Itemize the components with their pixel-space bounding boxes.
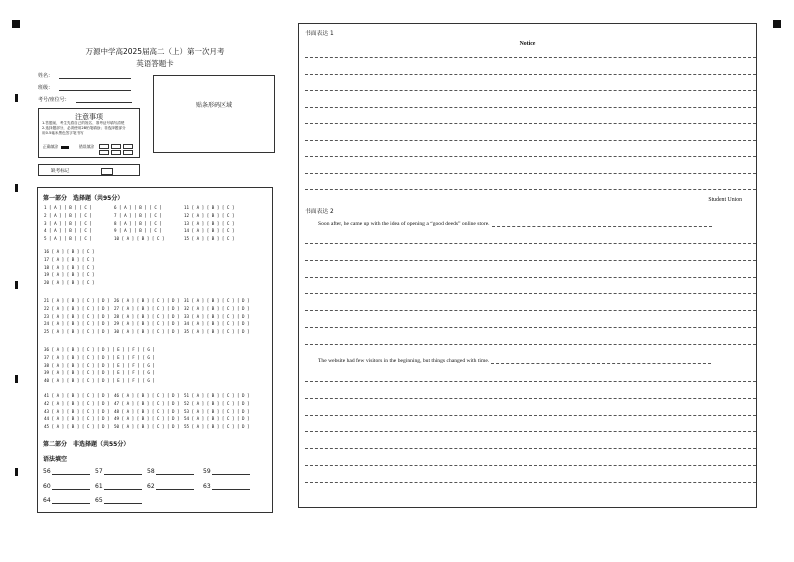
writing-line[interactable]	[305, 173, 756, 174]
blank-59[interactable]	[203, 468, 250, 475]
writing-line[interactable]	[305, 431, 756, 432]
question-row-44[interactable]: 44 [ A ] [ B ] [ C ] [ D ]	[44, 416, 110, 422]
blank-58[interactable]	[147, 468, 194, 475]
blank-61[interactable]	[95, 483, 142, 490]
blank-line[interactable]	[104, 483, 142, 490]
edge-mark	[15, 94, 18, 102]
question-row-48[interactable]: 48 [ A ] [ B ] [ C ] [ D ]	[114, 408, 180, 414]
edge-mark	[15, 468, 18, 476]
writing-line[interactable]	[305, 57, 756, 58]
question-row-42[interactable]: 42 [ A ] [ B ] [ C ] [ D ]	[44, 400, 110, 406]
fill-wrong-sample	[111, 150, 121, 155]
fill-wrong-label: 错误填涂	[79, 144, 95, 149]
fill-wrong-sample	[99, 144, 109, 149]
barcode-area	[153, 75, 275, 153]
blank-65[interactable]	[95, 497, 142, 504]
question-row-46[interactable]: 46 [ A ] [ B ] [ C ] [ D ]	[114, 393, 180, 398]
blank-line[interactable]	[52, 483, 90, 490]
question-row-18[interactable]: 18 [ A ] [ B ] [ C ]	[44, 264, 95, 270]
question-row-6[interactable]: 6 [ A ] [ B ] [ C ]	[114, 205, 162, 210]
question-row-43[interactable]: 43 [ A ] [ B ] [ C ] [ D ]	[44, 408, 110, 414]
notice-box	[38, 108, 140, 158]
fill-wrong-sample	[111, 144, 121, 149]
prompt-1-text: Soon after, he came up with the idea of opening a “good deeds” online store.	[318, 221, 490, 227]
question-row-23[interactable]: 23 [ A ] [ B ] [ C ] [ D ]	[44, 313, 110, 319]
question-row-1[interactable]: 1 [ A ] [ B ] [ C ]	[44, 205, 92, 210]
question-row-3[interactable]: 3 [ A ] [ B ] [ C ]	[44, 220, 92, 226]
fill-wrong-sample	[123, 150, 133, 155]
question-row-17[interactable]: 17 [ A ] [ B ] [ C ]	[44, 256, 95, 262]
blank-number: 62	[147, 483, 155, 490]
edge-mark	[15, 281, 18, 289]
seat-label: 考号/座位号：	[38, 97, 70, 103]
writing-section	[298, 23, 757, 508]
blank-line[interactable]	[52, 497, 90, 504]
blank-number: 64	[43, 497, 51, 504]
task1-label: 书面表达 1	[305, 31, 334, 37]
writing-line[interactable]	[305, 156, 756, 157]
grammar-fill-title: 语法填空	[43, 456, 68, 463]
writing-line[interactable]	[305, 310, 756, 311]
blank-line[interactable]	[212, 468, 250, 475]
blank-line[interactable]	[52, 468, 90, 475]
blank-number: 61	[95, 483, 103, 490]
question-row-7[interactable]: 7 [ A ] [ B ] [ C ]	[114, 212, 162, 218]
writing-line[interactable]	[305, 260, 756, 261]
corner-mark-top-right	[773, 20, 781, 28]
blank-63[interactable]	[203, 483, 250, 490]
question-row-28[interactable]: 28 [ A ] [ B ] [ C ] [ D ]	[114, 313, 180, 319]
question-row-16[interactable]: 16 [ A ] [ B ] [ C ]	[44, 249, 95, 254]
question-row-39[interactable]: 39 [ A ] [ B ] [ C ] [ D ] [ E ] [ F ] [ G ]	[44, 370, 155, 376]
part1-title: 第一部分 选择题（共95分）	[43, 195, 124, 202]
writing-line[interactable]	[305, 243, 756, 244]
question-row-31[interactable]: 31 [ A ] [ B ] [ C ] [ D ]	[184, 298, 250, 303]
question-row-49[interactable]: 49 [ A ] [ B ] [ C ] [ D ]	[114, 416, 180, 422]
question-row-24[interactable]: 24 [ A ] [ B ] [ C ] [ D ]	[44, 321, 110, 327]
question-row-26[interactable]: 26 [ A ] [ B ] [ C ] [ D ]	[114, 298, 180, 303]
question-row-10[interactable]: 10 [ A ] [ B ] [ C ]	[114, 236, 165, 242]
question-row-25[interactable]: 25 [ A ] [ B ] [ C ] [ D ]	[44, 329, 110, 335]
question-row-29[interactable]: 29 [ A ] [ B ] [ C ] [ D ]	[114, 321, 180, 327]
writing-line[interactable]	[305, 344, 756, 345]
writing-line[interactable]	[305, 293, 756, 294]
writing-line[interactable]	[305, 398, 756, 399]
question-row-51[interactable]: 51 [ A ] [ B ] [ C ] [ D ]	[184, 393, 250, 398]
question-row-5[interactable]: 5 [ A ] [ B ] [ C ]	[44, 236, 92, 242]
writing-line[interactable]	[305, 189, 756, 190]
task2-label: 书面表达 2	[305, 209, 334, 215]
question-row-2[interactable]: 2 [ A ] [ B ] [ C ]	[44, 212, 92, 218]
prompt-2	[318, 358, 711, 364]
question-row-9[interactable]: 9 [ A ] [ B ] [ C ]	[114, 228, 162, 234]
edge-mark	[15, 375, 18, 383]
question-row-37[interactable]: 37 [ A ] [ B ] [ C ] [ D ] [ E ] [ F ] [ G ]	[44, 354, 155, 360]
blank-number: 65	[95, 497, 103, 504]
question-row-12[interactable]: 12 [ A ] [ B ] [ C ]	[184, 212, 235, 218]
question-row-34[interactable]: 34 [ A ] [ B ] [ C ] [ D ]	[184, 321, 250, 327]
prompt-2-text: The website had few visitors in the beginning, but things changed with time.	[318, 358, 490, 364]
writing-line[interactable]	[305, 277, 756, 278]
blank-57[interactable]	[95, 468, 142, 475]
writing-line[interactable]	[305, 107, 756, 108]
part2-title: 第二部分 非选择题（共55分）	[43, 441, 130, 448]
edge-mark	[15, 184, 18, 192]
blank-number: 60	[43, 483, 51, 490]
question-row-41[interactable]: 41 [ A ] [ B ] [ C ] [ D ]	[44, 393, 110, 398]
question-row-30[interactable]: 30 [ A ] [ B ] [ C ] [ D ]	[114, 329, 180, 335]
absent-label: 缺考标记	[51, 169, 70, 174]
signature: Student Union	[708, 197, 742, 203]
writing-line[interactable]	[305, 415, 756, 416]
notice-line: 1.答题前，考生先将自己的姓名、准考证号填写清楚	[42, 121, 125, 125]
question-row-11[interactable]: 11 [ A ] [ B ] [ C ]	[184, 205, 235, 210]
question-row-38[interactable]: 38 [ A ] [ B ] [ C ] [ D ] [ E ] [ F ] [ G ]	[44, 362, 155, 368]
question-row-53[interactable]: 53 [ A ] [ B ] [ C ] [ D ]	[184, 408, 250, 414]
question-row-22[interactable]: 22 [ A ] [ B ] [ C ] [ D ]	[44, 305, 110, 311]
question-row-13[interactable]: 13 [ A ] [ B ] [ C ]	[184, 220, 235, 226]
blank-62[interactable]	[147, 483, 194, 490]
fill-wrong-sample	[99, 150, 109, 155]
writing-line[interactable]	[305, 74, 756, 75]
fill-wrong-sample	[123, 144, 133, 149]
question-row-4[interactable]: 4 [ A ] [ B ] [ C ]	[44, 228, 92, 234]
name-label: 姓名：	[38, 73, 54, 79]
absent-checkbox[interactable]	[101, 168, 113, 175]
question-row-32[interactable]: 32 [ A ] [ B ] [ C ] [ D ]	[184, 305, 250, 311]
class-field[interactable]	[38, 84, 131, 91]
writing-line[interactable]	[305, 140, 756, 141]
absent-box	[38, 164, 140, 176]
blank-line[interactable]	[156, 483, 194, 490]
blank-number: 63	[203, 483, 211, 490]
notice-line: 用0.5毫米黑色签字笔书写	[42, 131, 84, 135]
fill-correct-label: 正确填涂	[43, 144, 59, 149]
writing-line[interactable]	[305, 90, 756, 91]
blank-56[interactable]	[43, 468, 90, 475]
question-row-40[interactable]: 40 [ A ] [ B ] [ C ] [ D ] [ E ] [ F ] [ G ]	[44, 378, 155, 384]
question-row-33[interactable]: 33 [ A ] [ B ] [ C ] [ D ]	[184, 313, 250, 319]
fill-correct-sample	[61, 146, 69, 149]
notice-title: 注意事项	[75, 113, 103, 121]
question-row-54[interactable]: 54 [ A ] [ B ] [ C ] [ D ]	[184, 416, 250, 422]
question-row-52[interactable]: 52 [ A ] [ B ] [ C ] [ D ]	[184, 400, 250, 406]
question-row-36[interactable]: 36 [ A ] [ B ] [ C ] [ D ] [ E ] [ F ] [ G ]	[44, 347, 155, 352]
blank-number: 56	[43, 468, 51, 475]
blank-number: 57	[95, 468, 103, 475]
question-row-8[interactable]: 8 [ A ] [ B ] [ C ]	[114, 220, 162, 226]
blank-number: 59	[203, 468, 211, 475]
question-row-47[interactable]: 47 [ A ] [ B ] [ C ] [ D ]	[114, 400, 180, 406]
question-row-50[interactable]: 50 [ A ] [ B ] [ C ] [ D ]	[114, 424, 180, 430]
writing-line[interactable]	[305, 327, 756, 328]
notice-line: 2.选择题部分，必须使用2B铅笔填涂；非选择题部分	[42, 126, 126, 130]
writing-line[interactable]	[305, 482, 756, 483]
seat-field[interactable]	[38, 96, 132, 103]
corner-mark-top-left	[12, 20, 20, 28]
question-row-19[interactable]: 19 [ A ] [ B ] [ C ]	[44, 272, 95, 278]
question-row-20[interactable]: 20 [ A ] [ B ] [ C ]	[44, 280, 95, 286]
barcode-label: 贴条形码区域	[195, 102, 232, 109]
prompt-1	[318, 221, 712, 227]
writing-line[interactable]	[305, 381, 756, 382]
blank-line[interactable]	[104, 497, 142, 504]
question-row-45[interactable]: 45 [ A ] [ B ] [ C ] [ D ]	[44, 424, 110, 430]
blank-64[interactable]	[43, 497, 90, 504]
sheet-subtitle: 英语答题卡	[136, 59, 174, 68]
question-row-14[interactable]: 14 [ A ] [ B ] [ C ]	[184, 228, 235, 234]
question-row-55[interactable]: 55 [ A ] [ B ] [ C ] [ D ]	[184, 424, 250, 430]
name-field[interactable]	[38, 72, 131, 79]
blank-line[interactable]	[156, 468, 194, 475]
blank-60[interactable]	[43, 483, 90, 490]
class-label: 班级：	[38, 85, 54, 91]
choice-section	[37, 187, 273, 513]
writing-line[interactable]	[305, 448, 756, 449]
writing-line[interactable]	[305, 465, 756, 466]
blank-line[interactable]	[212, 483, 250, 490]
question-row-35[interactable]: 35 [ A ] [ B ] [ C ] [ D ]	[184, 329, 250, 335]
question-row-27[interactable]: 27 [ A ] [ B ] [ C ] [ D ]	[114, 305, 180, 311]
blank-number: 58	[147, 468, 155, 475]
notice-heading: Notice	[519, 41, 536, 47]
exam-title: 万源中学高2025届高二（上）第一次月考	[85, 47, 225, 56]
question-row-21[interactable]: 21 [ A ] [ B ] [ C ] [ D ]	[44, 298, 110, 303]
blank-line[interactable]	[104, 468, 142, 475]
question-row-15[interactable]: 15 [ A ] [ B ] [ C ]	[184, 236, 235, 242]
writing-line[interactable]	[305, 123, 756, 124]
